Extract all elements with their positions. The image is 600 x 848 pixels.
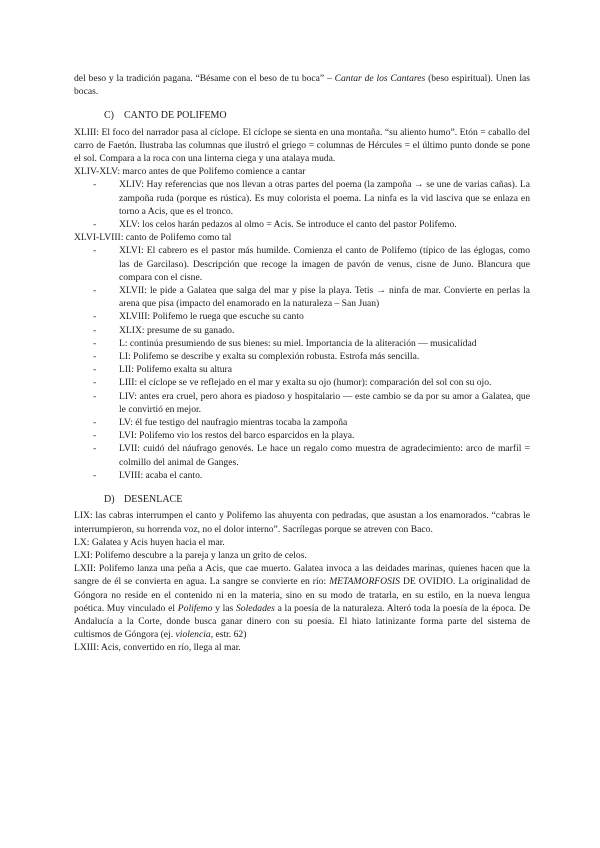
list-item: - LIII: el cíclope se ve reflejado en el mar y exalta su ojo (humor): comparación del sol con su ojo. <box>119 376 530 389</box>
list-item: - LV: él fue testigo del naufragio mientras tocaba la zampoña <box>119 416 530 429</box>
emphasis-polifemo: Polifemo <box>177 602 213 614</box>
list-item: - XLVIII: Polifemo le ruega que escuche su canto <box>119 310 530 323</box>
list-item: - XLIX: presume de su ganado. <box>119 324 530 337</box>
list-item: - XLVII: le pide a Galatea que salga del mar y pise la playa. Tetis → ninfa de mar. Convierte en perlas la arena que pisa (impacto del enamorado en la naturaleza – San Juan) <box>119 284 530 310</box>
list-item: - XLVI: El cabrero es el pastor más humilde. Comienza el canto de Polifemo (típico de las églogas, como las de Garcilaso). Descripción que recoge la imagen de pavón de venus, cisne de Juno. Blancura que compara con el cisne. <box>119 244 530 284</box>
list-item: - L: continúa presumiendo de sus bienes: su miel. Importancia de la aliteración — musicalidad <box>119 337 530 350</box>
intro-paragraph: del beso y la tradición pagana. “Bésame con el beso de tu boca” – Cantar de los Cantares (beso espiritual). Unen las bocas. <box>74 73 530 98</box>
dash-list-xlvi-lviii <box>74 244 530 482</box>
group-heading-xliv-xlv: XLIV-XLV: marco antes de que Polifemo comience a cantar <box>74 166 306 178</box>
list-item: - LVIII: acaba el canto. <box>119 469 530 482</box>
section-heading-desenlace: D) DESENLACE <box>104 494 183 506</box>
paragraph-xliii: XLIII: El foco del narrador pasa al cíclope. El cíclope se sienta en una montaña. “su aliento humo”. Etón = caballo del carro de Faetón. Ilustraba las columnas que ilustró el griego = columnas de Hércules = el último punto donde se pone el sol. Compara a la roca con una linterna ciega y una atalaya muda. <box>74 126 530 165</box>
group-heading-xlvi-lviii: XLVI-LVIII: canto de Polifemo como tal <box>74 232 232 244</box>
section-heading-canto: C) CANTO DE POLIFEMO <box>104 110 227 122</box>
emphasis-soledades: Soledades <box>235 602 275 614</box>
paragraph-lix: LIX: las cabras interrumpen el canto y Polifemo las ahuyenta con pedradas, que asustan a los enamorados. “cabras le interrumpieron, su horrenda voz, no el dolor interno”. Sacrílegas porque se atreven con Baco. <box>74 510 530 535</box>
list-item: - LVII: cuidó del náufrago genovés. Le hace un regalo como muestra de agradecimiento: arco de marfil = colmillo del animal de Ganges. <box>119 442 530 468</box>
emphasis-metamorfosis: METAMORFOSIS <box>329 576 400 588</box>
paragraph-lxii: LXII: Polifemo lanza una peña a Acis, que cae muerto. Galatea invoca a las deidades marinas, quienes hacen que la sangre de él se convierta en agua. La sangre se convierte en río: METAMORFOSIS DE OVIDIO. La originalidad de Góngora no reside en el contenido ni en la materia, sino en su modo de tratarla, en su estilo, en la nueva lengua poética. Muy vinculado el Polifemo y las Soledades a la poesía de la naturaleza. Alteró toda la poesía de la época. De Andalucía a la Corte, donde busca ganar dinero con su poesía. El hiato latinizante forma parte del sistema de cultismos de Góngora (ej. violencia, estr. 62) <box>74 563 531 641</box>
paragraph-lx: LX: Galatea y Acis huyen hacia el mar. <box>74 536 225 548</box>
emphasis-violencia: violencia <box>175 629 211 641</box>
list-item: - LI: Polifemo se describe y exalta su complexión robusta. Estrofa más sencilla. <box>119 350 530 363</box>
list-item: - LII: Polifemo exalta su altura <box>119 363 530 376</box>
list-item: - XLIV: Hay referencias que nos llevan a otras partes del poema (la zampoña → se une de varias cañas). La zampoña ruda (porque es rústica). Es muy colorista el poema. La ninfa es la vid lasciva que se enlaza en torno a Acis, que es el tronco. <box>119 178 530 218</box>
paragraph-lxiii: LXIII: Acis, convertido en río, llega al mar. <box>74 642 241 654</box>
document-body <box>74 72 530 655</box>
dash-list-xliv-xlv <box>74 178 530 231</box>
list-item: - XLV: los celos harán pedazos al olmo = Acis. Se introduce el canto del pastor Polifemo. <box>119 218 530 231</box>
book-title: Cantar de los Cantares <box>334 73 426 84</box>
paragraph-lxi: LXI: Polifemo descubre a la pareja y lanza un grito de celos. <box>74 549 307 561</box>
list-item: - LVI: Polifemo vio los restos del barco esparcidos en la playa. <box>119 429 530 442</box>
list-item: - LIV: antes era cruel, pero ahora es piadoso y hospitalario — este cambio se da por su amor a Galatea, que le convirtió en mejor. <box>119 390 530 416</box>
